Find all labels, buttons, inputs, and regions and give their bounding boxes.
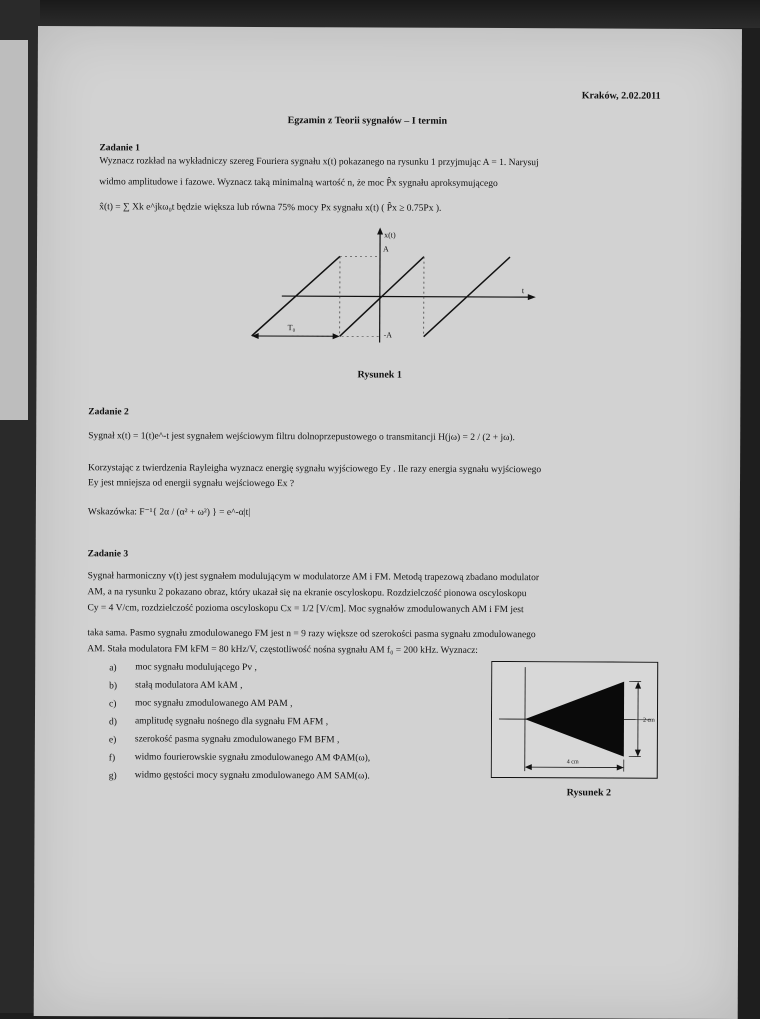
- task3-line4: taka sama. Pasmo sygnału zmodulowanego FM jest n = 9 razy większe od szerokości pasma sygnału zmodulowanego: [87, 629, 535, 640]
- task3-item-text: szerokość pasma sygnału zmodulowanego FM BFM ,: [135, 735, 340, 745]
- figure1-t-axis-label: t: [522, 286, 525, 295]
- task1-line3: x̂(t) = ∑ Xk e^jkω₀t będzie większa lub równa 75% mocy Px sygnału x(t) ( P̂x ≥ 0.75Px ).: [99, 203, 441, 214]
- exam-sheet: [34, 26, 742, 1019]
- figure2-oscilloscope-trapezoid: [491, 661, 660, 780]
- task3-item-text: stałą modulatora AM kAM ,: [135, 681, 242, 691]
- exam-title: Egzamin z Teorii sygnałów – I termin: [288, 116, 447, 127]
- task3-title: Zadanie 3: [88, 550, 128, 560]
- task3-item-letter: e): [109, 735, 116, 745]
- task2-title: Zadanie 2: [88, 408, 128, 418]
- task3-item-text: widmo gęstości mocy sygnału zmodulowanego AM SAM(ω).: [135, 771, 370, 782]
- task2-hint: Wskazówka: F⁻¹{ 2α / (α² + ω²) } = e^-α|t|: [88, 508, 250, 518]
- figure2-vertical-dimension: 2 cm: [643, 718, 655, 724]
- task1-title: Zadanie 1: [99, 144, 139, 154]
- task2-line1: Sygnał x(t) = 1(t)e^-t jest sygnałem wejściowym filtru dolnoprzepustowego o transmitancji H(jω) = 2 / (2 + jω).: [88, 432, 515, 443]
- figure1-sawtooth-plot: [242, 224, 543, 353]
- task3-item-text: widmo fourierowskie sygnału zmodulowanego AM ΦAM(ω),: [135, 753, 370, 764]
- task3-item-letter: f): [109, 753, 115, 763]
- task3-item-text: moc sygnału modulującego Pv ,: [135, 663, 257, 673]
- task3-line1: Sygnał harmoniczny v(t) jest sygnałem modulującym w modulatorze AM i FM. Metodą trapezową zbadano modulator: [88, 572, 539, 583]
- figure1-minus-A-label: -A: [384, 331, 393, 340]
- task3-item-text: moc sygnału zmodulowanego AM PAM ,: [135, 699, 292, 709]
- task3-line3: Cy = 4 V/cm, rozdzielczość pozioma oscyloskopu Cx = 1/2 [V/cm]. Moc sygnałów zmodulowanych AM i FM jest: [87, 604, 523, 615]
- photo-background-top: [0, 0, 760, 28]
- task3-line5: AM. Stała modulatora FM kFM = 80 kHz/V, częstotliwość nośna sygnału AM f₀ = 200 kHz. Wyznacz:: [87, 645, 478, 656]
- figure2-caption: Rysunek 2: [567, 788, 611, 798]
- task1-line1: Wyznacz rozkład na wykładniczy szereg Fouriera sygnału x(t) pokazanego na rysunku 1 przyjmując A = 1. Narysuj: [99, 157, 538, 168]
- figure2-horizontal-dimension: 4 cm: [567, 759, 579, 765]
- figure1-period-label: T₀: [288, 323, 296, 332]
- photo-background-edge: [0, 40, 28, 420]
- figure1-A-label: A: [383, 245, 389, 254]
- task3-item-letter: a): [109, 663, 116, 673]
- task3-item-letter: g): [109, 771, 117, 781]
- task3-item-text: amplitudę sygnału nośnego dla sygnału FM AFM ,: [135, 717, 328, 727]
- task2-line3: Ey jest mniejsza od energii sygnału wejściowego Ex ?: [88, 479, 294, 489]
- place-date: Kraków, 2.02.2011: [582, 91, 661, 101]
- figure1-y-axis-label: x(t): [384, 231, 396, 240]
- task3-item-letter: c): [109, 699, 116, 709]
- figure1-caption: Rysunek 1: [357, 370, 401, 380]
- task3-item-letter: d): [109, 717, 117, 727]
- task3-item-letter: b): [109, 681, 117, 691]
- task3-line2: AM, a na rysunku 2 pokazano obraz, który ukazał się na ekranie oscyloskopu. Rozdzielczość pionowa oscyloskopu: [88, 588, 527, 599]
- task1-line2: widmo amplitudowe i fazowe. Wyznacz taką minimalną wartość n, że moc P̂x sygnału aproksymującego: [99, 178, 497, 189]
- task2-line2: Korzystając z twierdzenia Rayleigha wyznacz energię sygnału wyjściowego Ey . Ile razy energia sygnału wyjściowego: [88, 464, 541, 475]
